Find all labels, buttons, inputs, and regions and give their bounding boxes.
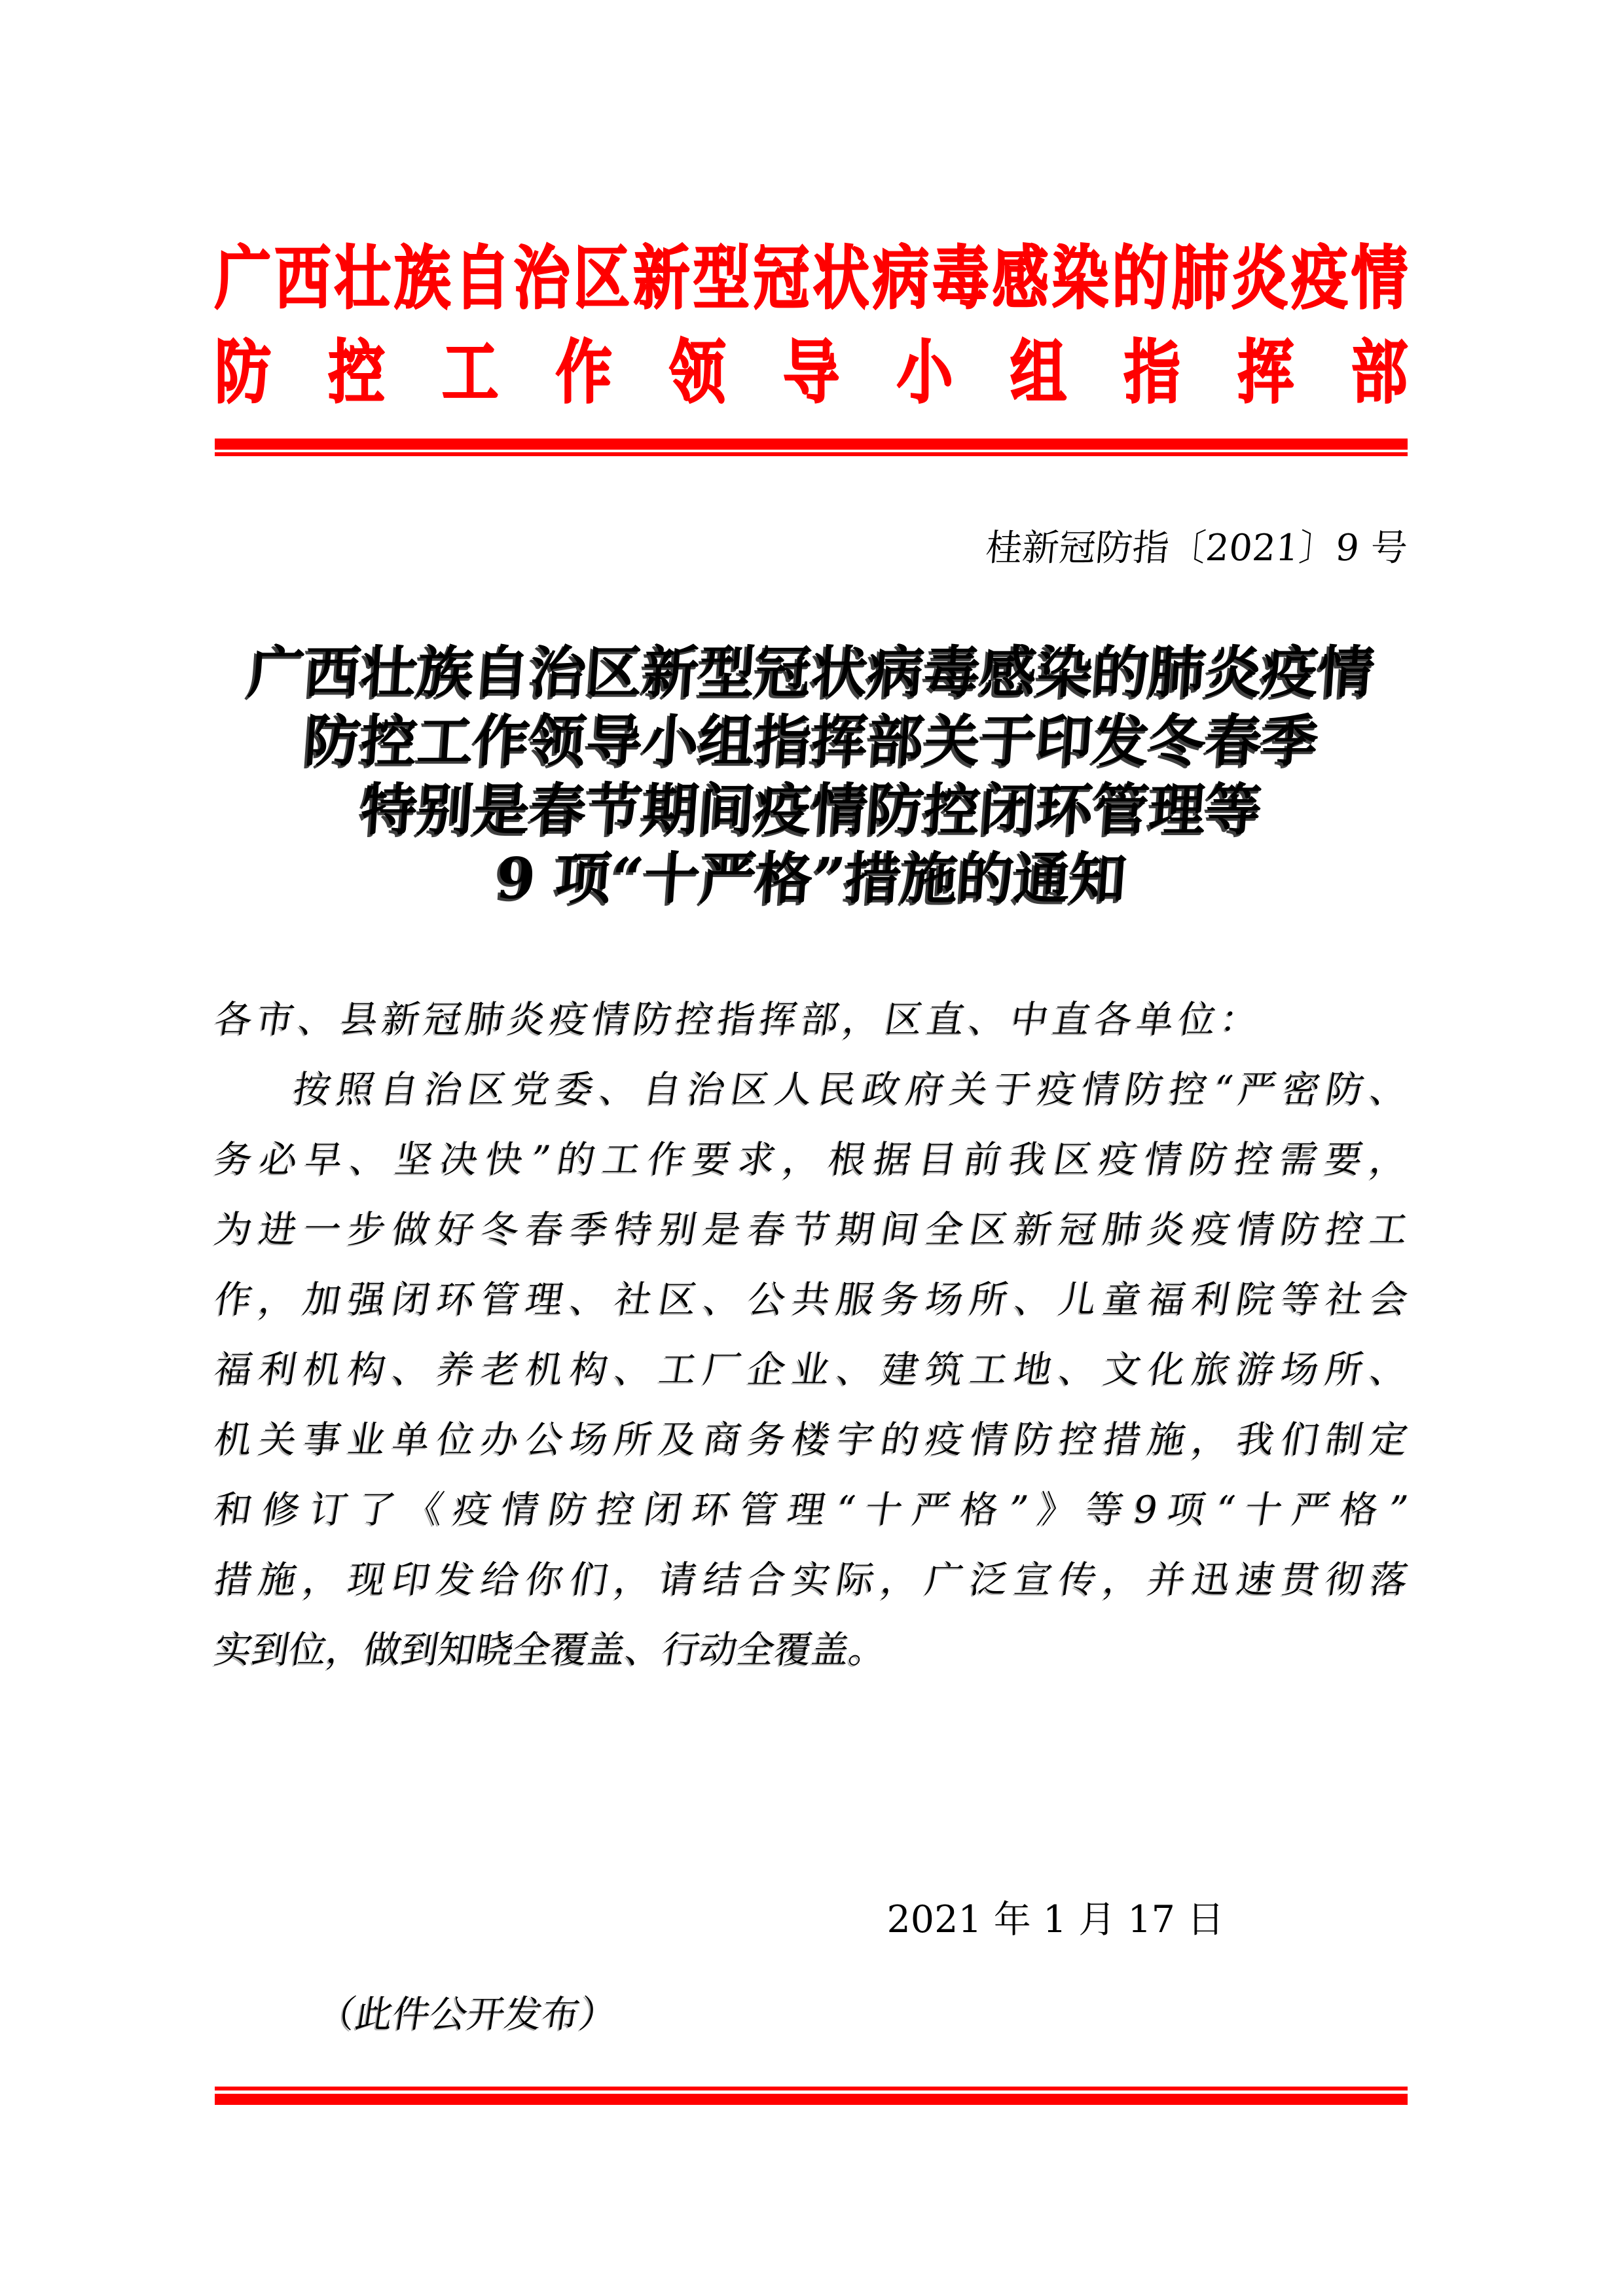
- char: 情: [1233, 1208, 1278, 1251]
- char: 广: [215, 238, 271, 319]
- char: 旅: [1189, 1348, 1233, 1391]
- char: 业: [789, 1348, 833, 1391]
- char: 工: [599, 1138, 644, 1181]
- char: 情: [498, 1488, 543, 1532]
- char: 业: [344, 1418, 389, 1462]
- char: 地: [1011, 1348, 1056, 1391]
- char: 筑: [922, 1348, 967, 1391]
- char: 区: [655, 1278, 701, 1321]
- footer-rule-thick: [215, 2094, 1408, 2105]
- doc-number: 桂新冠防指〔2021〕9 号: [983, 527, 1410, 569]
- char: 加: [300, 1278, 345, 1321]
- char: 炎: [1144, 1208, 1189, 1251]
- char: 公: [522, 1418, 567, 1462]
- char: 工: [655, 1348, 701, 1391]
- char: 新: [1011, 1208, 1056, 1251]
- char: 格: [1337, 1488, 1381, 1532]
- char: 、: [1011, 1278, 1056, 1321]
- char: 环: [689, 1488, 733, 1532]
- char: 格: [957, 1488, 1002, 1532]
- char: 炎: [1231, 238, 1288, 319]
- char: 别: [655, 1208, 701, 1251]
- char: 工: [442, 332, 499, 413]
- char: 管: [478, 1278, 522, 1321]
- char: 间: [877, 1208, 922, 1251]
- letterhead-line-2: [215, 330, 1408, 416]
- char: 特: [611, 1208, 656, 1251]
- char: 根: [825, 1138, 869, 1181]
- char: ，: [1100, 1558, 1144, 1602]
- header-rule-thin: [215, 452, 1408, 456]
- char: 给: [478, 1558, 522, 1602]
- char: 区: [465, 1068, 509, 1111]
- char: 的: [877, 1418, 922, 1462]
- char: 商: [700, 1418, 744, 1462]
- char: 际: [833, 1558, 878, 1602]
- char: 建: [877, 1348, 922, 1391]
- char: 迅: [1189, 1558, 1233, 1602]
- char: 了: [354, 1488, 399, 1532]
- body-line: [288, 1055, 1413, 1125]
- char: 新: [633, 238, 690, 319]
- char: 你: [522, 1558, 567, 1602]
- char: 防: [545, 1488, 590, 1532]
- char: 期: [833, 1208, 878, 1251]
- char: “: [1209, 1068, 1236, 1111]
- char: 需: [1276, 1138, 1321, 1181]
- char: 办: [478, 1418, 522, 1462]
- salutation-line: 各市、县新冠肺炎疫情防控指挥部，区直、中直各单位：: [211, 998, 1266, 1041]
- char: 区: [574, 238, 630, 319]
- char: 疫: [1096, 1138, 1140, 1181]
- char: 一: [300, 1208, 345, 1251]
- char: 治: [513, 238, 570, 319]
- char: 构: [344, 1348, 389, 1391]
- char: 彻: [1322, 1558, 1367, 1602]
- char: 防: [1322, 1068, 1368, 1111]
- char: 人: [771, 1068, 816, 1111]
- char: 楼: [789, 1418, 833, 1462]
- char: “: [1212, 1488, 1238, 1532]
- char: 、: [1366, 1068, 1412, 1111]
- body-line: [210, 1475, 1413, 1545]
- char: 春: [522, 1208, 567, 1251]
- char: 作: [555, 332, 612, 413]
- char: 做: [389, 1208, 433, 1251]
- char: 机: [300, 1348, 345, 1391]
- char: 好: [433, 1208, 478, 1251]
- char: 关: [255, 1418, 301, 1462]
- char: 要: [689, 1138, 734, 1181]
- char: 们: [1277, 1418, 1322, 1462]
- footer-rule-thin: [215, 2087, 1408, 2090]
- char: 小: [896, 332, 953, 413]
- title-line-4: 9 项“十严格”措施的通知: [494, 846, 1129, 912]
- char: 治: [684, 1068, 729, 1111]
- char: 文: [1100, 1348, 1144, 1391]
- char: 、: [346, 1138, 392, 1181]
- char: 发: [433, 1558, 478, 1602]
- char: 宇: [833, 1418, 878, 1462]
- char: 疫: [1189, 1208, 1233, 1251]
- char: 泛: [966, 1558, 1012, 1602]
- char: ，: [611, 1558, 656, 1602]
- char: 贯: [1277, 1558, 1322, 1602]
- char: 场: [566, 1418, 611, 1462]
- char: 所: [1322, 1348, 1367, 1391]
- char: 及: [655, 1418, 701, 1462]
- char: 部: [1351, 332, 1408, 413]
- char: 理: [784, 1488, 829, 1532]
- char: 区: [1051, 1138, 1095, 1181]
- char: 老: [478, 1348, 522, 1391]
- char: 自: [454, 238, 511, 319]
- char: 理: [522, 1278, 567, 1321]
- body-paragraph: [211, 985, 1412, 1685]
- char: 状: [812, 238, 869, 319]
- char: 》: [1034, 1488, 1079, 1532]
- char: 利: [255, 1348, 301, 1391]
- char: 儿: [1055, 1278, 1100, 1321]
- char: ，: [1366, 1138, 1412, 1181]
- char: 节: [789, 1208, 833, 1251]
- char: 、: [389, 1348, 433, 1391]
- char: 疫: [922, 1418, 967, 1462]
- char: 单: [389, 1418, 433, 1462]
- char: 关: [947, 1068, 991, 1111]
- char: “: [832, 1488, 858, 1532]
- char: 定: [1366, 1418, 1412, 1462]
- body-line: [210, 1545, 1413, 1615]
- char: 项: [1164, 1488, 1209, 1532]
- char: 所: [966, 1278, 1012, 1321]
- char: 情: [966, 1418, 1012, 1462]
- char: 决: [437, 1138, 482, 1181]
- char: 印: [389, 1558, 433, 1602]
- char: 冠: [1055, 1208, 1100, 1251]
- char: 、: [566, 1278, 611, 1321]
- char: 春: [744, 1208, 789, 1251]
- char: 管: [737, 1488, 781, 1532]
- char: 于: [991, 1068, 1035, 1111]
- char: 严: [1289, 1488, 1334, 1532]
- char: 控: [1231, 1138, 1276, 1181]
- char: 闭: [389, 1278, 433, 1321]
- char: 肺: [1100, 1208, 1144, 1251]
- char: ，: [1189, 1418, 1233, 1462]
- char: 、: [1366, 1348, 1412, 1391]
- title-line-3: 特别是春节期间疫情防控闭环管理等: [358, 777, 1265, 843]
- char: 府: [903, 1068, 947, 1111]
- char: 防: [1122, 1068, 1167, 1111]
- char: 为: [211, 1208, 256, 1251]
- char: 利: [1189, 1278, 1233, 1321]
- title-line-1: 广西壮族自治区新型冠状病毒感染的肺炎疫情: [246, 639, 1377, 706]
- char: 民: [815, 1068, 860, 1111]
- body-line: [210, 1195, 1413, 1265]
- char: 控: [1165, 1068, 1211, 1111]
- char: 机: [522, 1348, 567, 1391]
- body-line: [210, 1335, 1413, 1405]
- char: 防: [1277, 1208, 1322, 1251]
- header-rule-thick: [215, 439, 1408, 450]
- char: 作: [644, 1138, 689, 1181]
- char: 控: [593, 1488, 638, 1532]
- letterhead-line-1: [215, 236, 1408, 322]
- char: 区: [966, 1208, 1012, 1251]
- title-line-2: 防控工作领导小组指挥部关于印发冬春季: [302, 708, 1321, 774]
- char: 情: [1078, 1068, 1123, 1111]
- char: 速: [1233, 1558, 1278, 1602]
- char: 坚: [392, 1138, 437, 1181]
- char: 防: [215, 332, 271, 413]
- char: ”: [1385, 1488, 1411, 1532]
- issue-date: 2021 年 1 月 17 日: [886, 1898, 1224, 1941]
- char: 务: [211, 1138, 256, 1181]
- char: 订: [306, 1488, 352, 1532]
- char: 会: [1366, 1278, 1412, 1321]
- public-release-note: （此件公开发布）: [314, 1993, 621, 2036]
- char: ”: [1005, 1488, 1031, 1532]
- char: 党: [509, 1068, 553, 1111]
- char: 位: [433, 1418, 478, 1462]
- char: 施: [1144, 1418, 1189, 1462]
- char: 作: [211, 1278, 256, 1321]
- char: 、: [596, 1068, 641, 1111]
- char: 导: [782, 332, 839, 413]
- char: 施: [255, 1558, 301, 1602]
- char: 公: [744, 1278, 789, 1321]
- char: 现: [344, 1558, 389, 1602]
- char: 机: [211, 1418, 256, 1462]
- char: 所: [611, 1418, 656, 1462]
- body-line: [210, 1265, 1413, 1335]
- char: ，: [877, 1558, 922, 1602]
- char: 自: [377, 1068, 422, 1111]
- char: 我: [1006, 1138, 1050, 1181]
- char: 的: [1112, 238, 1169, 319]
- char: ”: [527, 1138, 554, 1181]
- char: 病: [872, 238, 929, 319]
- char: 防: [1011, 1418, 1056, 1462]
- char: 强: [344, 1278, 389, 1321]
- char: 等: [1082, 1488, 1127, 1532]
- char: 指: [1123, 332, 1180, 413]
- char: ，: [255, 1278, 301, 1321]
- char: 感: [992, 238, 1049, 319]
- char: 企: [744, 1348, 789, 1391]
- char: 社: [1322, 1278, 1367, 1321]
- char: 实: [789, 1558, 833, 1602]
- char: 控: [328, 332, 385, 413]
- body-line: [210, 1125, 1413, 1195]
- char: 制: [1322, 1418, 1367, 1462]
- char: 防: [1186, 1138, 1231, 1181]
- char: 和: [211, 1488, 256, 1532]
- char: 快: [482, 1138, 527, 1181]
- char: 、: [1055, 1348, 1100, 1391]
- char: 十: [862, 1488, 906, 1532]
- char: 情: [1351, 238, 1408, 319]
- char: 控: [1322, 1208, 1367, 1251]
- char: 合: [744, 1558, 789, 1602]
- char: 环: [433, 1278, 478, 1321]
- char: 我: [1233, 1418, 1278, 1462]
- char: 壮: [334, 238, 391, 319]
- char: 传: [1055, 1558, 1100, 1602]
- char: 工: [1366, 1208, 1412, 1251]
- char: 是: [700, 1208, 744, 1251]
- char: 染: [1052, 238, 1109, 319]
- char: 毒: [932, 238, 989, 319]
- char: 修: [259, 1488, 304, 1532]
- char: 控: [1055, 1418, 1100, 1462]
- char: 型: [693, 238, 750, 319]
- char: 场: [1277, 1348, 1322, 1391]
- char: 自: [640, 1068, 685, 1111]
- char: 、: [833, 1348, 878, 1391]
- char: 冬: [478, 1208, 522, 1251]
- char: ，: [300, 1558, 345, 1602]
- char: 密: [1279, 1068, 1324, 1111]
- char: 领: [669, 332, 726, 413]
- char: 9: [1130, 1488, 1161, 1532]
- char: 养: [433, 1348, 478, 1391]
- char: 疫: [1034, 1068, 1079, 1111]
- char: 情: [1141, 1138, 1186, 1181]
- char: 服: [833, 1278, 878, 1321]
- char: 严: [1235, 1068, 1280, 1111]
- body-line: [210, 1405, 1413, 1475]
- char: 季: [566, 1208, 611, 1251]
- char: 们: [566, 1558, 611, 1602]
- char: 请: [655, 1558, 701, 1602]
- char: 全: [922, 1208, 967, 1251]
- char: 十: [1241, 1488, 1286, 1532]
- char: 政: [859, 1068, 904, 1111]
- char: 进: [255, 1208, 301, 1251]
- char: 事: [300, 1418, 345, 1462]
- char: 严: [909, 1488, 954, 1532]
- char: 按: [289, 1068, 335, 1111]
- char: 早: [301, 1138, 346, 1181]
- char: 共: [789, 1278, 833, 1321]
- char: 宣: [1011, 1558, 1056, 1602]
- char: 必: [256, 1138, 301, 1181]
- char: ，: [780, 1138, 824, 1181]
- char: 院: [1233, 1278, 1278, 1321]
- char: 、: [611, 1348, 656, 1391]
- char: 福: [1144, 1278, 1189, 1321]
- char: 等: [1277, 1278, 1322, 1321]
- char: 组: [1010, 332, 1067, 413]
- char: 照: [333, 1068, 378, 1111]
- char: 闭: [641, 1488, 685, 1532]
- char: 化: [1144, 1348, 1189, 1391]
- char: 求: [735, 1138, 779, 1181]
- char: 构: [566, 1348, 611, 1391]
- char: 厂: [700, 1348, 744, 1391]
- char: 务: [744, 1418, 789, 1462]
- char: 社: [611, 1278, 656, 1321]
- char: 措: [211, 1558, 256, 1602]
- char: 场: [922, 1278, 967, 1321]
- char: 广: [922, 1558, 967, 1602]
- char: 游: [1233, 1348, 1278, 1391]
- char: 据: [870, 1138, 915, 1181]
- char: 并: [1144, 1558, 1189, 1602]
- char: 治: [421, 1068, 466, 1111]
- char: 童: [1100, 1278, 1144, 1321]
- char: 冠: [753, 238, 810, 319]
- char: 工: [966, 1348, 1012, 1391]
- char: 西: [274, 238, 331, 319]
- char: 疫: [450, 1488, 495, 1532]
- char: 落: [1366, 1558, 1412, 1602]
- char: 务: [877, 1278, 922, 1321]
- char: 委: [553, 1068, 597, 1111]
- char: 福: [211, 1348, 256, 1391]
- char: 区: [727, 1068, 773, 1111]
- notice-title: [0, 638, 1623, 913]
- char: 措: [1100, 1418, 1144, 1462]
- char: 步: [344, 1208, 389, 1251]
- char: 结: [700, 1558, 744, 1602]
- char: 、: [700, 1278, 744, 1321]
- char: 的: [554, 1138, 599, 1181]
- char: 肺: [1171, 238, 1228, 319]
- char: 挥: [1237, 332, 1294, 413]
- char: 《: [402, 1488, 447, 1532]
- char: 前: [960, 1138, 1005, 1181]
- char: 目: [915, 1138, 960, 1181]
- char: 族: [394, 238, 451, 319]
- char: 疫: [1291, 238, 1348, 319]
- body-line-last: 实到位，做到知晓全覆盖、行动全覆盖。: [211, 1628, 890, 1672]
- char: 要: [1321, 1138, 1366, 1181]
